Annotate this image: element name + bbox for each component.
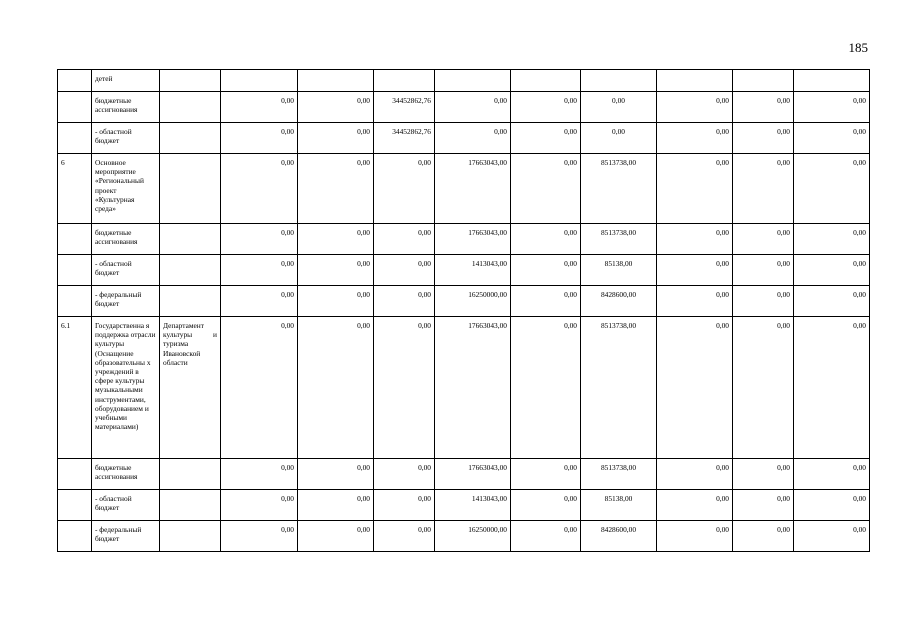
value-cell: 0,00 [298, 521, 374, 552]
value-cell [581, 70, 657, 92]
value-cell: 0,00 [298, 286, 374, 317]
value-cell: 0,00 [657, 317, 733, 459]
table-row [58, 490, 870, 521]
value-cell: 85138,00 [581, 490, 657, 521]
table-row [58, 521, 870, 552]
row-name-cell: детей [92, 70, 160, 92]
value-cell [794, 70, 870, 92]
value-cell [657, 70, 733, 92]
value-cell: 8513738,00 [581, 154, 657, 224]
value-cell: 0,00 [511, 286, 581, 317]
value-cell [511, 70, 581, 92]
value-cell: 0,00 [298, 459, 374, 490]
value-cell: 0,00 [221, 459, 298, 490]
value-cell: 1413043,00 [435, 255, 511, 286]
value-cell: 0,00 [298, 317, 374, 459]
budget-table [57, 69, 870, 552]
value-cell: 0,00 [733, 490, 794, 521]
value-cell: 0,00 [298, 255, 374, 286]
value-cell: 0,00 [374, 459, 435, 490]
value-cell: 0,00 [435, 123, 511, 154]
executor-cell [160, 224, 221, 255]
value-cell: 0,00 [221, 123, 298, 154]
row-number-cell [58, 490, 92, 521]
value-cell: 0,00 [733, 255, 794, 286]
value-cell [298, 70, 374, 92]
value-cell: 0,00 [581, 123, 657, 154]
value-cell: 0,00 [511, 317, 581, 459]
value-cell: 0,00 [511, 154, 581, 224]
row-name-cell: - федеральный бюджет [92, 521, 160, 552]
page-number: 185 [848, 40, 868, 55]
executor-cell [160, 286, 221, 317]
value-cell: 0,00 [298, 154, 374, 224]
table-row [58, 92, 870, 123]
value-cell: 0,00 [298, 490, 374, 521]
value-cell: 0,00 [733, 286, 794, 317]
value-cell: 0,00 [794, 459, 870, 490]
table-row [58, 255, 870, 286]
row-name-cell: бюджетные ассигнования [92, 224, 160, 255]
table-row [58, 154, 870, 224]
value-cell [374, 70, 435, 92]
value-cell: 0,00 [733, 521, 794, 552]
row-name-cell: - областной бюджет [92, 490, 160, 521]
executor-cell [160, 490, 221, 521]
value-cell: 0,00 [511, 521, 581, 552]
row-name-cell: бюджетные ассигнования [92, 459, 160, 490]
value-cell: 8513738,00 [581, 224, 657, 255]
table-row [58, 224, 870, 255]
value-cell: 0,00 [435, 92, 511, 123]
value-cell: 0,00 [657, 92, 733, 123]
value-cell: 17663043,00 [435, 317, 511, 459]
row-name-cell: Основное мероприятие «Региональный проект «Культурная среда» [92, 154, 160, 224]
row-number-cell: 6 [58, 154, 92, 224]
row-number-cell [58, 70, 92, 92]
value-cell: 0,00 [374, 521, 435, 552]
value-cell: 0,00 [221, 317, 298, 459]
value-cell: 0,00 [221, 224, 298, 255]
row-name-cell: Государственна я поддержка отрасли культуры (Оснащение образовательны х учреждений в сфере культуры музыкальными инструментами, оборудованием и учебными материалами) [92, 317, 160, 459]
value-cell: 0,00 [733, 317, 794, 459]
value-cell: 0,00 [794, 224, 870, 255]
value-cell [435, 70, 511, 92]
value-cell: 0,00 [511, 224, 581, 255]
row-name-cell: бюджетные ассигнования [92, 92, 160, 123]
value-cell: 8428600,00 [581, 521, 657, 552]
table-row [58, 317, 870, 459]
table-row [58, 123, 870, 154]
value-cell: 0,00 [298, 224, 374, 255]
value-cell: 34452862,76 [374, 92, 435, 123]
value-cell: 0,00 [374, 154, 435, 224]
value-cell [733, 70, 794, 92]
value-cell: 0,00 [657, 255, 733, 286]
row-name-cell: - областной бюджет [92, 255, 160, 286]
value-cell: 8513738,00 [581, 317, 657, 459]
value-cell: 0,00 [657, 123, 733, 154]
value-cell: 0,00 [511, 459, 581, 490]
executor-cell [160, 255, 221, 286]
table-row [58, 459, 870, 490]
value-cell: 0,00 [374, 286, 435, 317]
value-cell: 16250000,00 [435, 521, 511, 552]
value-cell: 0,00 [733, 154, 794, 224]
table-body [58, 70, 870, 552]
row-number-cell [58, 123, 92, 154]
value-cell: 0,00 [794, 92, 870, 123]
value-cell: 0,00 [794, 317, 870, 459]
value-cell: 0,00 [657, 490, 733, 521]
row-number-cell [58, 286, 92, 317]
value-cell: 16250000,00 [435, 286, 511, 317]
value-cell: 0,00 [374, 255, 435, 286]
row-name-cell: - федеральный бюджет [92, 286, 160, 317]
value-cell: 0,00 [221, 286, 298, 317]
value-cell: 0,00 [221, 92, 298, 123]
value-cell: 0,00 [657, 286, 733, 317]
value-cell: 0,00 [221, 490, 298, 521]
value-cell: 17663043,00 [435, 154, 511, 224]
row-number-cell [58, 255, 92, 286]
value-cell: 0,00 [511, 490, 581, 521]
value-cell: 0,00 [794, 154, 870, 224]
row-number-cell [58, 224, 92, 255]
value-cell: 0,00 [374, 317, 435, 459]
executor-cell [160, 154, 221, 224]
executor-cell [160, 459, 221, 490]
value-cell: 0,00 [733, 459, 794, 490]
row-name-cell: - областной бюджет [92, 123, 160, 154]
value-cell: 0,00 [221, 521, 298, 552]
value-cell: 0,00 [374, 224, 435, 255]
executor-cell [160, 92, 221, 123]
value-cell: 0,00 [733, 224, 794, 255]
value-cell: 0,00 [298, 92, 374, 123]
value-cell: 8428600,00 [581, 286, 657, 317]
value-cell: 0,00 [657, 521, 733, 552]
value-cell: 0,00 [657, 154, 733, 224]
value-cell: 17663043,00 [435, 459, 511, 490]
value-cell: 0,00 [733, 123, 794, 154]
value-cell: 0,00 [511, 255, 581, 286]
executor-cell [160, 70, 221, 92]
value-cell: 85138,00 [581, 255, 657, 286]
value-cell: 0,00 [794, 286, 870, 317]
value-cell: 0,00 [221, 154, 298, 224]
value-cell: 0,00 [657, 224, 733, 255]
value-cell: 0,00 [657, 459, 733, 490]
value-cell: 0,00 [794, 123, 870, 154]
executor-cell [160, 317, 221, 459]
row-number-cell [58, 521, 92, 552]
value-cell: 0,00 [794, 490, 870, 521]
value-cell: 8513738,00 [581, 459, 657, 490]
executor-text: Департамент культуры и туризма Ивановской области [163, 321, 217, 367]
row-number-cell [58, 92, 92, 123]
row-number-cell [58, 459, 92, 490]
value-cell [221, 70, 298, 92]
value-cell: 1413043,00 [435, 490, 511, 521]
value-cell: 0,00 [794, 255, 870, 286]
value-cell: 0,00 [374, 490, 435, 521]
table-row [58, 70, 870, 92]
value-cell: 0,00 [733, 92, 794, 123]
value-cell: 0,00 [298, 123, 374, 154]
executor-cell [160, 521, 221, 552]
value-cell: 0,00 [221, 255, 298, 286]
value-cell: 17663043,00 [435, 224, 511, 255]
value-cell: 0,00 [794, 521, 870, 552]
row-number-cell: 6.1 [58, 317, 92, 459]
executor-cell [160, 123, 221, 154]
value-cell: 0,00 [511, 92, 581, 123]
value-cell: 0,00 [511, 123, 581, 154]
value-cell: 0,00 [581, 92, 657, 123]
value-cell: 34452862,76 [374, 123, 435, 154]
table-row [58, 286, 870, 317]
